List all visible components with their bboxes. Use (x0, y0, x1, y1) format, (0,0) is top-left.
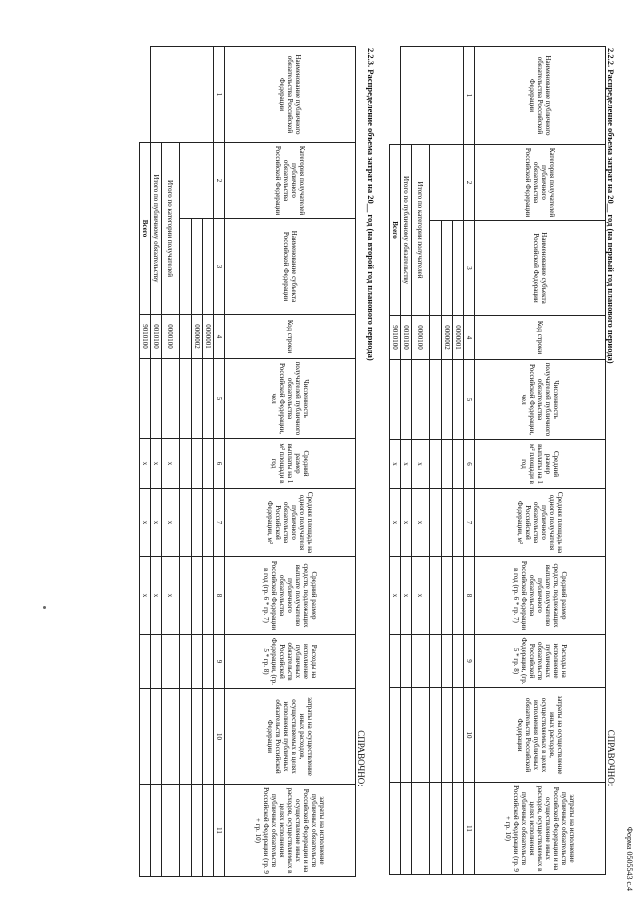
x-mark: x (161, 489, 179, 557)
col-header-category: Категория получателей публичного обязательства Российской Федерации (475, 145, 606, 221)
x-mark: x (161, 439, 179, 489)
cell-obligation (150, 47, 213, 143)
form-number: Форма 0505543 с.4 (625, 826, 634, 891)
x-mark: x (150, 557, 161, 635)
obligation-total-row (400, 47, 411, 875)
cell-obligation (400, 47, 463, 145)
x-mark: x (400, 440, 411, 489)
x-mark: x (139, 439, 150, 489)
col-number: 1 (463, 47, 474, 145)
cell-region (202, 219, 213, 315)
cell-code: 0000001 (452, 316, 463, 360)
table-header-row (475, 47, 606, 875)
category-total-code: 0000100 (411, 316, 429, 360)
x-mark: x (411, 489, 429, 557)
table-row (452, 47, 463, 875)
x-mark: x (161, 557, 179, 635)
col-number: 2 (213, 143, 224, 219)
grand-total-row (389, 47, 400, 875)
reference-label-2: СПРАВОЧНО: (356, 730, 366, 787)
cell-category (179, 143, 213, 219)
x-mark: x (139, 557, 150, 635)
col-header-expenses: Расходы на исполнение публичных обязательств Российской Федерации, (гр. 5 * гр. 8) (225, 635, 356, 689)
col-header-region: Наименование субъекта Российской Федерации (475, 221, 606, 316)
category-total-label: Итого по категории получателей (411, 145, 429, 316)
table-header-row (225, 47, 356, 877)
obligation-total-code: 0010100 (400, 316, 411, 360)
x-mark: x (150, 489, 161, 557)
col-number: 9 (213, 635, 224, 689)
col-header-obligation: Наименование публичного обязательства Российской Федерации (475, 47, 606, 145)
category-total-row (161, 47, 179, 877)
col-header-code: Код строки (475, 316, 606, 360)
cell-region (441, 221, 452, 316)
col-number: 6 (213, 439, 224, 489)
col-header-area: Средняя площадь на одного получателя публичного обязательства Российской Федерации, м² (475, 489, 606, 557)
col-number: 8 (463, 557, 474, 635)
category-total-label: Итого по категории получателей (161, 143, 179, 315)
column-number-row (463, 47, 474, 875)
col-number: 11 (213, 785, 224, 877)
obligation-total-label: Итого по публичному обязательству (400, 145, 411, 316)
allocation-table-1 (389, 46, 606, 875)
x-mark: x (400, 557, 411, 635)
col-header-obligation: Наименование публичного обязательства Российской Федерации (225, 47, 356, 143)
section-title-2: 2.2.3. Распределение объема затрат на 20__ год (на второй год планового периода) (366, 48, 376, 361)
col-header-region: Наименование субъекта Российской Федерации (225, 219, 356, 315)
col-header-avg-payment: Средний размер средств, подлежащих выплате получателю публичного обязательства Российской Федерации в год (гр. 6 * гр. 7) (475, 557, 606, 635)
cell-code: 0000002 (191, 315, 202, 359)
col-number: 6 (463, 440, 474, 489)
col-header-rate: Средний размер выплаты на 1 м² площади в год (475, 440, 606, 489)
col-number: 5 (463, 360, 474, 440)
x-mark: x (150, 439, 161, 489)
col-number: 10 (213, 689, 224, 785)
cell-region (452, 221, 463, 316)
cell-code: 0000001 (202, 315, 213, 359)
table-row (202, 47, 213, 877)
col-header-code: Код строки (225, 315, 356, 359)
col-header-total-costs: затраты на исполнение публичных обязательств Российской Федерации и на осуществление иных расходов, осуществляемых в целях исполнения публичных обязательств Российской Федерации (гр. 9 + гр. 10) (475, 783, 606, 875)
col-number: 2 (463, 145, 474, 221)
col-number: 10 (463, 688, 474, 783)
grand-total-label: Всего (139, 143, 150, 315)
col-number: 9 (463, 635, 474, 688)
col-number: 8 (213, 557, 224, 635)
col-number: 11 (463, 783, 474, 875)
col-number: 4 (463, 316, 474, 360)
col-header-rate: Средний размер выплаты на 1 м² площади в год (225, 439, 356, 489)
col-number: 7 (213, 489, 224, 557)
x-mark: x (411, 557, 429, 635)
col-header-area: Средняя площадь на одного получателя публичного обязательства Российской Федерации, м² (225, 489, 356, 557)
section-title-1: 2.2.2. Распределение объема затрат на 20__ год (на первый год планового периода) (606, 48, 616, 364)
cell-region (179, 219, 191, 315)
grand-total-code: 9010100 (389, 316, 400, 360)
allocation-table-2 (139, 46, 356, 877)
col-number: 4 (213, 315, 224, 359)
category-total-row (411, 47, 429, 875)
x-mark: x (389, 489, 400, 557)
obligation-total-label: Итого по публичному обязательству (150, 143, 161, 315)
col-number: 3 (463, 221, 474, 316)
cell-category (429, 145, 463, 221)
category-total-code: 0000100 (161, 315, 179, 359)
col-header-other-costs: затраты на осуществление иных расходов, осуществляемых в целях исполнения публичных обязательств Российской Федерации (475, 688, 606, 783)
scan-speck (43, 606, 46, 609)
x-mark: x (411, 440, 429, 489)
x-mark: x (400, 489, 411, 557)
x-mark: x (389, 557, 400, 635)
obligation-total-row (150, 47, 161, 877)
grand-total-code: 9010100 (139, 315, 150, 359)
x-mark: x (389, 440, 400, 489)
column-number-row (213, 47, 224, 877)
reference-label-1: СПРАВОЧНО: (606, 729, 616, 787)
col-number: 3 (213, 219, 224, 315)
col-header-count: Численность получателей публичного обязательства Российской Федерации, чел (225, 359, 356, 439)
col-header-category: Категория получателей публичного обязательства Российской Федерации (225, 143, 356, 219)
obligation-total-code: 0010100 (150, 315, 161, 359)
cell-region (191, 219, 202, 315)
col-header-count: Численность получателей публичного обязательства Российской Федерации, чел (475, 360, 606, 440)
x-mark: x (139, 489, 150, 557)
col-number: 7 (463, 489, 474, 557)
col-number: 1 (213, 47, 224, 143)
grand-total-label: Всего (389, 145, 400, 316)
col-header-other-costs: затраты на осуществление иных расходов, осуществляемых в целях исполнения публичных обязательств Российской Федерации (225, 689, 356, 785)
col-header-avg-payment: Средний размер средств, подлежащих выплате получателю публичного обязательства Российской Федерации в год (гр. 6 * гр. 7) (225, 557, 356, 635)
cell-region (429, 221, 441, 316)
col-header-total-costs: затраты на исполнение публичных обязательств Российской Федерации и на осуществление иных расходов, осуществляемых в целях исполнения публичных обязательств Российской Федерации (гр. 9 + гр. 10) (225, 785, 356, 877)
col-number: 5 (213, 359, 224, 439)
cell-code: 0000002 (441, 316, 452, 360)
col-header-expenses: Расходы на исполнение публичных обязательств Российской Федерации, (гр. 5 * гр. 8) (475, 635, 606, 688)
grand-total-row (139, 47, 150, 877)
